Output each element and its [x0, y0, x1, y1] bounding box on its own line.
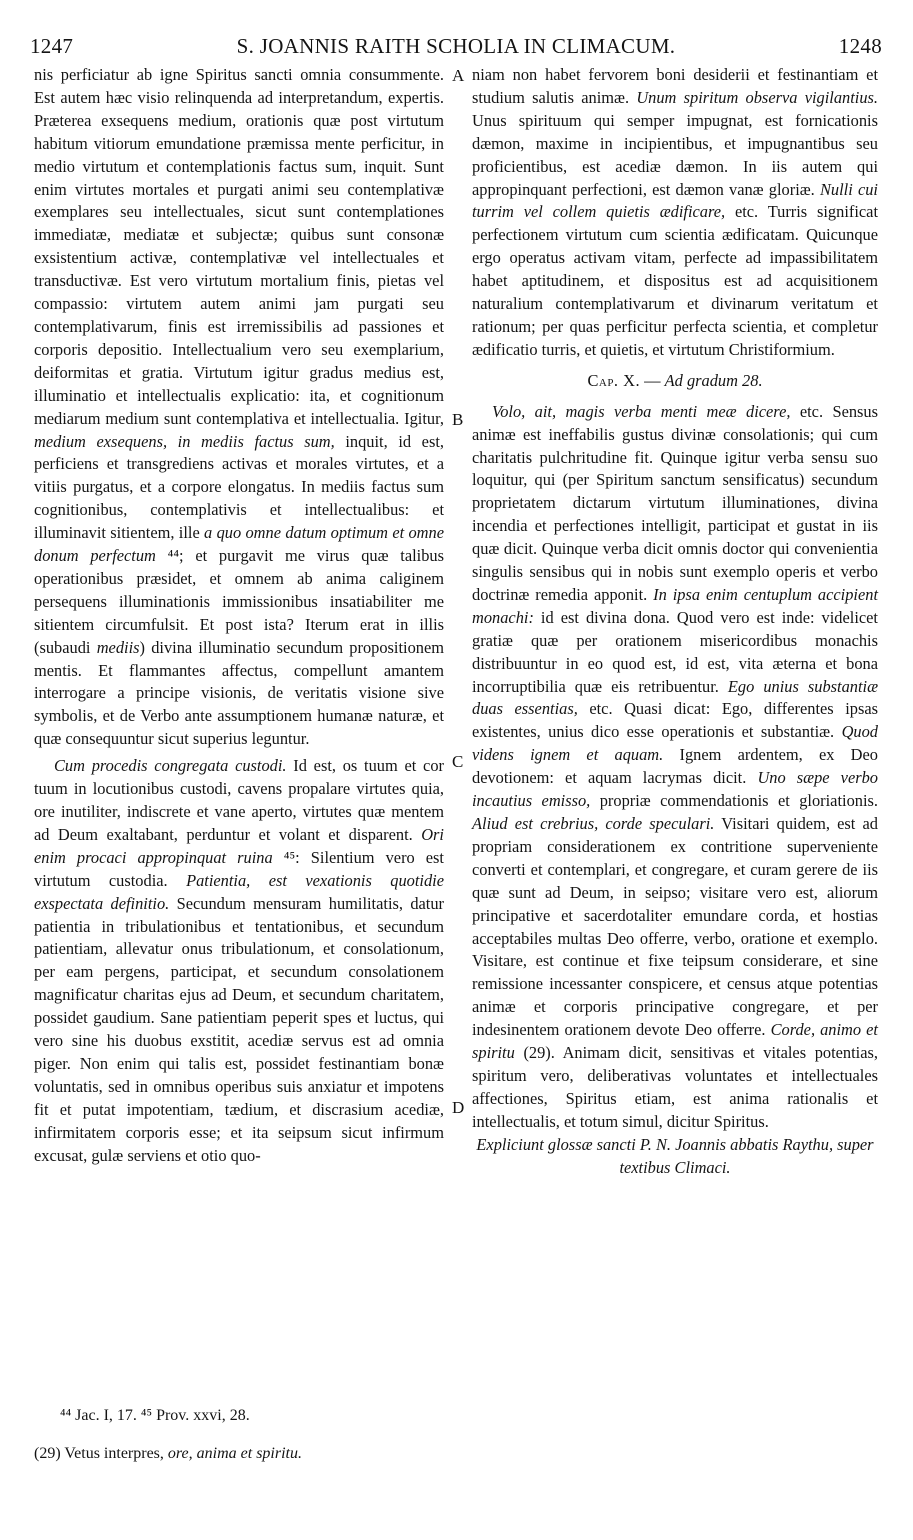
lemma: Corde, animo et spiritu [472, 1020, 878, 1063]
right-column [472, 64, 878, 1180]
lemma: Patientia, est vexationis quotidie exspectata definitio. [34, 870, 444, 913]
lemma: Ego unius substantiæ duas essentias, [472, 676, 879, 719]
chapter-heading [472, 370, 878, 393]
text-run: Visitari quidem, est ad propriam considerationem ex contritione superveniente converti et contemplari, et congregare, et curam gerere de iis quæ sunt ad Deum, in seipso; visitare vero est, aliorum principative et sacerdotaliter emundare corda, et hostias acceptabiles multas Deo offerre, verbo, oratione et exemplo. Visitare, est continue et fixe teipsum considerare, et sine remissione incessanter conspicere, et census atque potentias animæ et corporis principative congregare, et per indesinentem orationem devote Deo offerre. [472, 814, 878, 1040]
running-header [30, 34, 882, 62]
text-run: Ignem ardentem, ex Deo devotionem: et aquam lacrymas dicit. [472, 745, 878, 788]
explicit: Expliciunt glossæ sancti P. N. Joannis abbatis Raythu, super textibus Climaci. [476, 1134, 874, 1177]
text-run: etc. Sensus animæ est ineffabilis gustus divinæ consolationis; qui cum charitatis pulchritudine fit. Quinque igitur verba sensu suo loquitur, qui (per Spiritum sanctum sensificatus) secundum proprietatem dictarum virtutum illuminationes, divina incendia et perfectiones intelligit, participat et gustat in iis quæ dicit. Quinque verba dicit omnis doctor qui convenientia singulis sensibus qui in nobis sunt exemplo operis et verbo doctrinæ remedia apponit. [472, 401, 879, 604]
lemma: mediis [96, 637, 140, 657]
footnote-29-label: (29) Vetus interpres, [34, 1445, 168, 1462]
text-run: Unus spirituum qui semper impugnat, est fornicationis dæmon, maxime in incipientibus, et impugnantibus seu proficientibus, est acediæ dæmon. In iis autem qui appropinquant perfectioni, est dæmon vanæ gloriæ. [472, 110, 878, 199]
quotation: a quo omne datum optimum et omne donum perfectum [34, 523, 444, 566]
lemma: Unum spiritum observa vigilantius. [636, 87, 879, 107]
margin-letter-d: D [452, 1098, 465, 1117]
text-run: propriæ commendationis et gloriationis. [590, 791, 878, 811]
left-paragraph-1 [34, 64, 444, 751]
text-run: Id est, os tuum et cor tuum in locutionibus custodi, cavens propalare virtutes quia, ore inutiliter, indiscrete et vane aperto, virtutes quæ mentem ad Deum exaltabant, perduntur et volant et disparent. [34, 756, 444, 844]
lemma: Aliud est crebrius, corde speculari. [472, 814, 715, 833]
margin-letter-b: B [452, 410, 464, 429]
text-run: Secundum mensuram humilitatis, datur patientia in tribulationibus et tentationibus, et secundum patientiam, allevatur onus tribulationum, et consolationum, per eam pergens, participat, et secundum consolationem magnificatur charitas ejus ad Deum, et secundum charitatem, possidet gaudium. Sane patientiam peperit spes et luctus, qui vero sine his duobus exstitit, acediæ servus est ad omnia piger. Non enim qui talis est, possidet festinantiam bonæ voluntatis, sed in omnibus operibus suis anxiatur et impotens fit et putat impotentiam, tædium, et discrasium acediæ, infirmitatem corporis esse; et ita seipsum sicut infirmum excusat, gulæ serviens et otio quo- [34, 893, 444, 1165]
text-run: niam non habet fervorem boni desiderii et festinantiam et studium salutis animæ. [472, 65, 878, 107]
lemma: medium exsequens, in mediis factus sum, [34, 431, 335, 451]
margin-letter-a: A [452, 66, 465, 85]
right-paragraph-1 [472, 64, 878, 362]
chapter-title: Ad gradum 28. [664, 370, 763, 390]
text-run: (29). Animam dicit, sensitivas et vitales potentias, spiritum vero, deliberativas voluntates et intellectuales affectiones, Spiritus etiam, est anima rationalis et intellectualis, et totum simul, dicitur Spiritus. [472, 1043, 878, 1131]
page-number-left: 1247 [30, 34, 74, 58]
footnote-29-text: ore, anima et spiritu. [167, 1445, 302, 1462]
quotation: Ori enim procaci appropinquat ruina [34, 824, 444, 867]
text-run: ) divina illuminatio secundum propositionem mentis. Et flammantes affectus, compellunt amantem interrogare a principe visionis, de veritatis visione sive symbolis, et de Verbo ante assumptionem humanæ naturæ, et quæ consequuntur sicut superius leguntur. [34, 637, 445, 749]
lemma: In ipsa enim centuplum accipient monachi: [472, 584, 879, 627]
lemma: Uno sæpe verbo incautius emisso, [472, 768, 878, 811]
running-title: S. JOANNIS RAITH SCHOLIA IN CLIMACUM. [236, 34, 676, 58]
lemma: Quod videns ignem et aquam. [472, 722, 878, 765]
text-run: etc. Quasi dicat: Ego, differentes ipsas existentes, unius dico esse operationis et substantiæ. [472, 699, 878, 742]
footnote-references: ⁴⁴ Jac. I, 17. ⁴⁵ Prov. xxvi, 28. [60, 1407, 250, 1424]
text-run: ⁴⁴; et purgavit me virus quæ talibus operationibus præsidet, et omnem ab anima caliginem persequens illuminationis immissionibus insatiabiliter me sitientem circumfulsit. Et post ista? Iterum erat in illis (subaudi [34, 546, 444, 657]
chapter-label: Cap. X. [587, 370, 641, 390]
lemma: Nulli cui turrim vel collem quietis ædificare, [472, 179, 878, 222]
right-paragraph-2 [472, 401, 878, 1134]
footnote-29 [34, 1443, 434, 1465]
margin-letter-c: C [452, 752, 464, 771]
left-column [34, 64, 444, 1168]
text-run: ⁴⁵: Silentium vero est virtutum custodia. [34, 847, 444, 890]
lemma: Volo, ait, magis verba menti meæ dicere, [492, 401, 791, 421]
text-run: etc. Turris significat perfectionem virtutum cum scientia ædificatam. Quicunque ergo operatus activam vitam, perfecte ad impassibilitatem habet aptitudinem, et dispositus est ad acquisitionem naturalium contemplativarum et divinarum veritatum et rationum; per quas perficitur perfecta scientia, et completur ædificatio turris, et quietis, et virtutum Christiformium. [472, 202, 878, 359]
lemma: Cum procedis congregata custodi. [54, 756, 287, 776]
text-run: nis perficiatur ab igne Spiritus sancti omnia consummente. Est autem hæc visio relinquenda ad interpretandum, expertis. Præterea exsequens medium, orationis quæ post virtutum habitum vitiorum emundatione præmissa mente perficitur, in medio virtutum et contemplationis factus sum, inquit. Sunt enim virtutes mortales et purgati animi seu contemplativæ exemplares seu intellectuales, sicut sunt contemplationes immediatæ, mediatæ et subjectæ; quibus sunt consonæ exsistentium activæ, contemplativæ vel intellectuales et transductivæ. Est vero virtutum mortalium finis, pietas vel compassio: virtutem autem animi jam purgati seu contemplativarum, finis est irremissibilis ad passiones et corporis depositio. Intellectualium vero seu exemplarium, deiformitas et gratia. Virtutum igitur gradus medius est, illuminatio et intellectualis explicatio: ita, et cognitionum mediarum medium sunt contemplativa et intellectualia. Igitur, [34, 65, 444, 428]
text-run: inquit, id est, perficiens et transgrediens activas et morales virtutes, et a vitiis purgatus, et a corpore elongatus. In mediis factus sum cognitionibus, contemplativis et intellectualibus: et illuminavit sitientem, ille [34, 431, 444, 543]
page-number-right: 1248 [838, 34, 882, 58]
chapter-dash: — [640, 370, 665, 390]
left-paragraph-2 [34, 755, 444, 1167]
text-run: id est divina dona. Quod vero est inde: videlicet gratiæ quæ per orationem misericordibus monachis distribuuntur in eo quod est, id est, vita æterna et bona incorruptibilia quæ eis retribuentur. [472, 607, 878, 696]
